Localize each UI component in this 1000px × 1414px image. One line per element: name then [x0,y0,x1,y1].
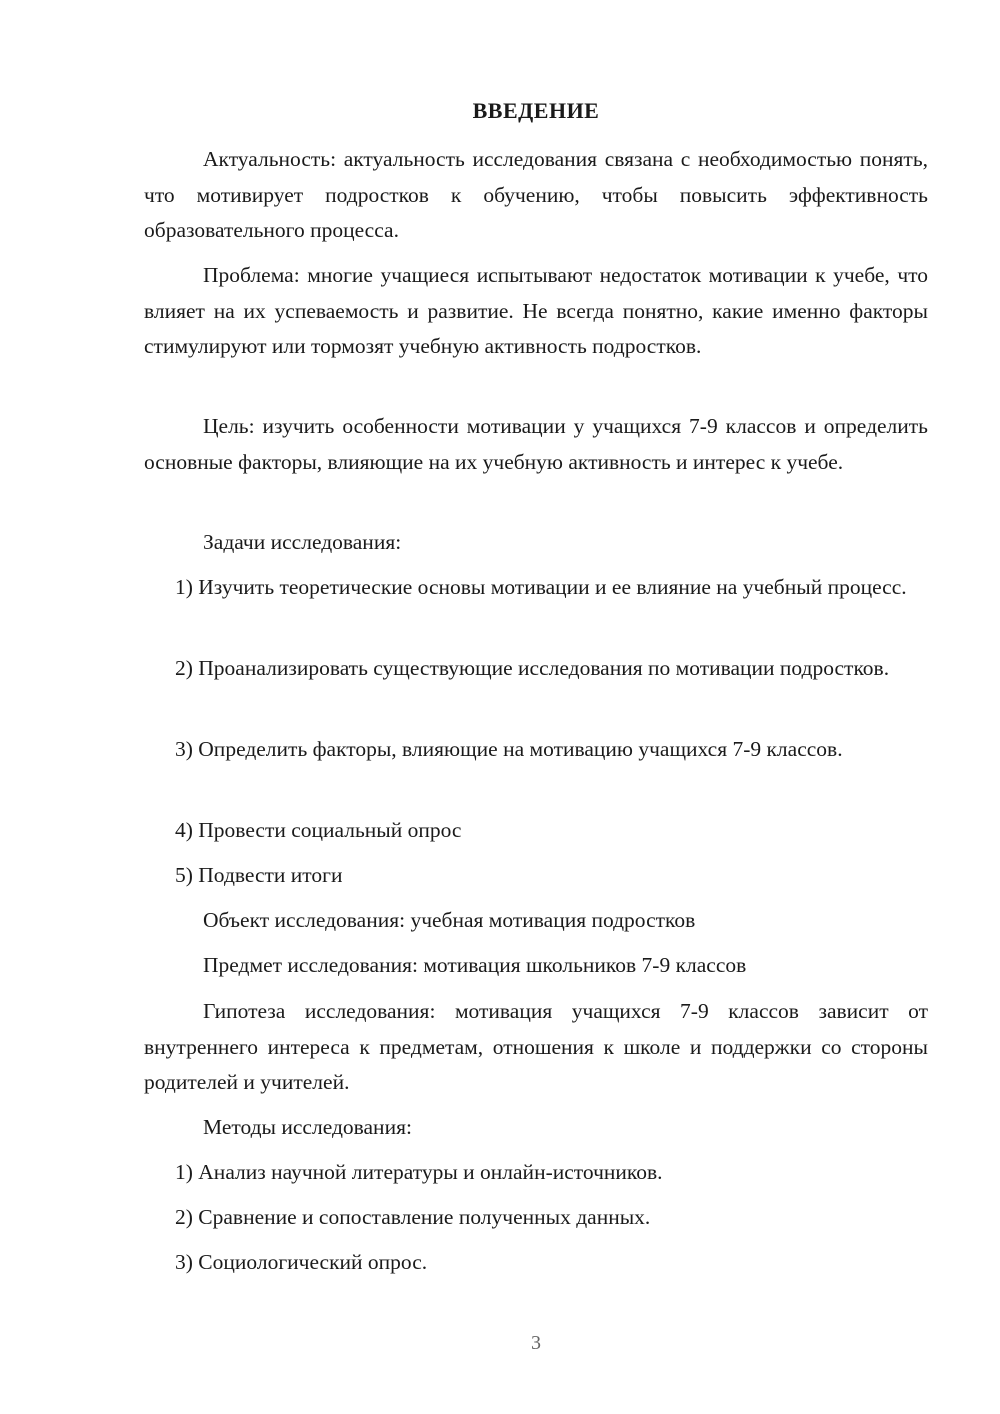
paragraph-relevance: Актуальность: актуальность исследования связана с необходимостью понять, что мотивирует подростков к обучению, чтобы повысить эффективность образовательного процесса. [144,147,928,242]
section-title: ВВЕДЕНИЕ [472,98,600,123]
page-number: 3 [531,1332,541,1354]
paragraph-goal: Цель: изучить особенности мотивации у учащихся 7-9 классов и определить основные факторы, влияющие на их учебную активность и интерес к учебе. [144,414,928,474]
paragraph-tasks-heading: Задачи исследования: [203,530,402,554]
document-page [144,0,928,1414]
paragraph-hypothesis: Гипотеза исследования: мотивация учащихся 7-9 классов зависит от внутреннего интереса к предметам, отношения к школе и поддержки со стороны родителей и учителей. [144,999,928,1094]
task-item-3: 3) Определить факторы, влияющие на мотивацию учащихся 7-9 классов. [175,737,843,761]
task-item-5: 5) Подвести итоги [175,863,343,887]
method-item-1: 1) Анализ научной литературы и онлайн-источников. [175,1160,663,1184]
paragraph-methods-heading: Методы исследования: [203,1115,412,1139]
method-item-3: 3) Социологический опрос. [175,1250,428,1274]
paragraph-object: Объект исследования: учебная мотивация подростков [203,908,696,932]
paragraph-subject: Предмет исследования: мотивация школьников 7-9 классов [203,953,747,977]
paragraph-problem: Проблема: многие учащиеся испытывают недостаток мотивации к учебе, что влияет на их успеваемость и развитие. Не всегда понятно, какие именно факторы стимулируют или тормозят учебную активность подростков. [144,263,928,358]
task-item-2: 2) Проанализировать существующие исследования по мотивации подростков. [175,656,890,680]
method-item-2: 2) Сравнение и сопоставление полученных данных. [175,1205,651,1229]
task-item-1: 1) Изучить теоретические основы мотивации и ее влияние на учебный процесс. [175,575,907,599]
task-item-4: 4) Провести социальный опрос [175,818,462,842]
